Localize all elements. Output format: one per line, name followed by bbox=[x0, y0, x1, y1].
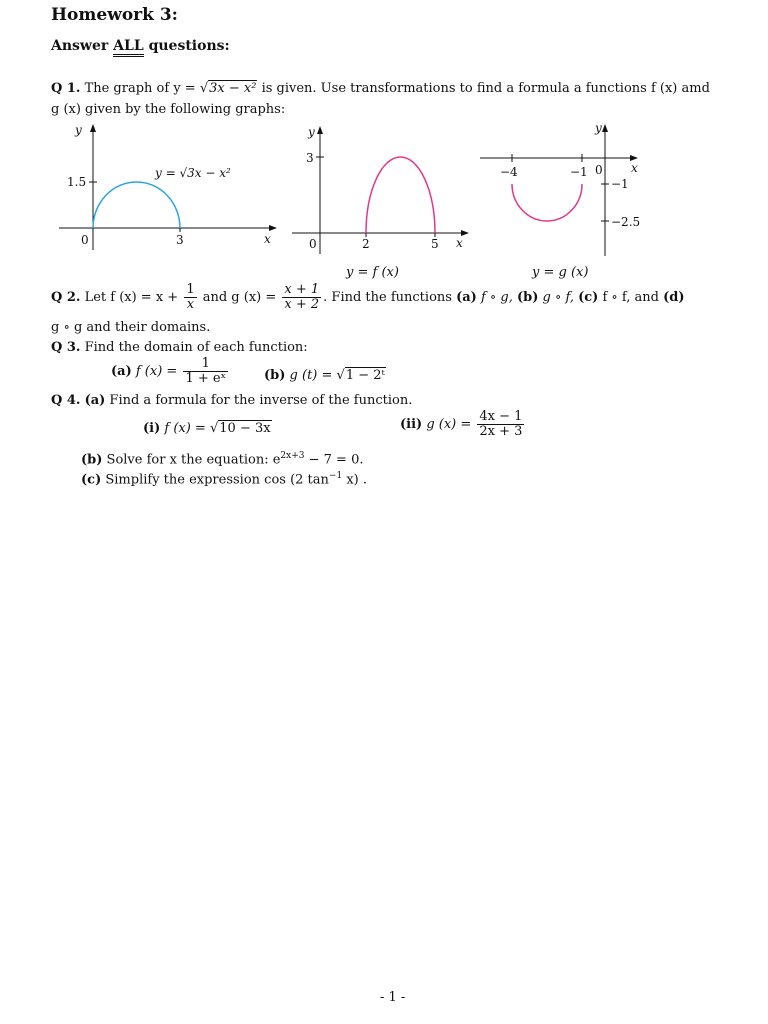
q3-part-a bbox=[111, 357, 230, 387]
graph-2-curve bbox=[366, 157, 435, 233]
q1-line2: g (x) given by the following graphs: bbox=[51, 102, 286, 117]
q4-part-c-label: (c) bbox=[81, 472, 102, 488]
q2-line1 bbox=[51, 283, 685, 313]
graph-3 bbox=[478, 120, 646, 258]
graph-1-x-arrow bbox=[269, 225, 277, 231]
q4-frac-den: 2x + 3 bbox=[479, 424, 523, 439]
q4-part-i-expr: f (x) = bbox=[160, 421, 210, 436]
q3-frac-den: 1 + eˣ bbox=[185, 371, 227, 386]
q1-line1: Q 1. The graph of y = √3x − x² is given. Use transformations to find a formula a functions f (x) amd bbox=[51, 81, 710, 96]
q3-part-b-expr: g (t) = bbox=[285, 368, 337, 383]
graph-3-origin-label: 0 bbox=[595, 163, 603, 177]
graph-2-y-label: y bbox=[308, 125, 315, 139]
q2-line2: g ∘ g and their domains. bbox=[51, 320, 211, 335]
q4-part-c-tail: x) . bbox=[342, 472, 368, 488]
q4-frac-num: 4x − 1 bbox=[479, 409, 523, 424]
graph-1-x-label: x bbox=[264, 232, 271, 246]
graph-3-y-arrow bbox=[602, 124, 608, 132]
q2-part-d: (d) bbox=[663, 290, 685, 305]
q4-part-b-label: (b) bbox=[81, 452, 103, 468]
q4-frac bbox=[477, 410, 524, 439]
q4-part-c-sup: −1 bbox=[328, 471, 343, 481]
page-title: Homework 3: bbox=[51, 5, 178, 25]
q4-part-b-sup: 2x+3 bbox=[280, 451, 305, 461]
graph-3-tick-y2-label: −2.5 bbox=[611, 215, 641, 229]
graph-3-x-label: x bbox=[631, 161, 638, 175]
graph-1-tick-x-label: 3 bbox=[176, 233, 184, 247]
q2-frac2 bbox=[282, 283, 321, 312]
q1-text-b: is given. Use transformations to find a formula a functions f (x) amd bbox=[257, 81, 710, 96]
q2-label: Q 2. bbox=[51, 290, 81, 305]
graph-1-y-label: y bbox=[75, 123, 82, 137]
q2-let: Let f (x) = x + bbox=[84, 290, 183, 305]
q3-frac bbox=[183, 357, 228, 386]
q4-part-i: (i) f (x) = √10 − 3x bbox=[143, 421, 271, 436]
q1-text-a: The graph of y = bbox=[84, 81, 200, 96]
q2-part-c-expr: f ∘ f, and bbox=[598, 290, 664, 305]
q3-part-b-sqrt: 1 − 2ᵗ bbox=[345, 368, 385, 383]
graph-2-tick-x2-label: 5 bbox=[431, 237, 439, 251]
instructions-all: ALL bbox=[113, 38, 144, 57]
q2-frac1 bbox=[184, 283, 196, 312]
q3-frac-num: 1 bbox=[183, 357, 228, 372]
q3-part-b-label: (b) bbox=[264, 368, 286, 383]
graph-2-origin-label: 0 bbox=[309, 237, 317, 251]
q4-part-c-text: Simplify the expression cos (2 tan bbox=[101, 472, 329, 488]
q4-part-ii-expr: g (x) = bbox=[422, 417, 476, 432]
graph-2-tick-x1-label: 2 bbox=[362, 237, 370, 251]
q3-text: Find the domain of each function: bbox=[84, 340, 308, 355]
q2-frac1-den: x bbox=[186, 297, 195, 312]
q2-part-a-expr: f ∘ g, bbox=[476, 290, 517, 305]
graph-2-x-label: x bbox=[456, 236, 463, 250]
q4-part-ii bbox=[400, 410, 526, 440]
q4-part-c bbox=[81, 468, 367, 488]
graph-1 bbox=[55, 122, 285, 257]
graph-3-tick-x1-label: −4 bbox=[500, 165, 518, 179]
q4-line1 bbox=[51, 393, 412, 409]
q2-frac2-den: x + 2 bbox=[284, 297, 320, 312]
q4-label: Q 4. bbox=[51, 393, 81, 408]
page-number: - 1 - bbox=[380, 990, 406, 1005]
q3-part-a-label: (a) bbox=[111, 364, 132, 379]
q4-part-i-sqrt: 10 − 3x bbox=[219, 421, 271, 436]
q1-label: Q 1. bbox=[51, 81, 81, 96]
graph-1-origin-label: 0 bbox=[81, 233, 89, 247]
q3-line1 bbox=[51, 340, 308, 356]
graph-3-tick-y1-label: −1 bbox=[611, 177, 629, 191]
graph-3-curve bbox=[512, 184, 582, 221]
q1-sqrt-expr: 3x − x² bbox=[209, 81, 257, 96]
q4-part-a-label: (a) bbox=[84, 393, 106, 408]
graph-3-caption: y = g (x) bbox=[532, 265, 589, 280]
q4-part-b-tail: − 7 = 0. bbox=[304, 452, 364, 468]
q2-and: and g (x) = bbox=[198, 290, 281, 305]
graph-1-curve bbox=[93, 182, 180, 228]
instructions-prefix: Answer bbox=[51, 38, 114, 54]
graph-2-y-arrow bbox=[317, 126, 323, 134]
graph-1-tick-y-label: 1.5 bbox=[67, 175, 87, 189]
q2-part-b-expr: g ∘ f, bbox=[538, 290, 579, 305]
q2-part-c: (c) bbox=[578, 290, 599, 305]
q2-part-a: (a) bbox=[456, 290, 477, 305]
q2-frac2-num: x + 1 bbox=[284, 282, 320, 297]
q4-part-i-label: (i) bbox=[143, 421, 161, 436]
instructions-suffix: questions: bbox=[143, 38, 230, 54]
graph-2 bbox=[290, 122, 480, 257]
graph-1-y-arrow bbox=[90, 124, 96, 132]
q4-part-ii-label: (ii) bbox=[400, 417, 423, 432]
q2-frac1-num: 1 bbox=[186, 282, 195, 297]
q2-find: . Find the functions bbox=[323, 290, 457, 305]
q3-part-a-expr: f (x) = bbox=[131, 364, 182, 379]
q4-part-b bbox=[81, 448, 363, 468]
graph-2-tick-y-label: 3 bbox=[306, 151, 314, 165]
q4-part-a-text: Find a formula for the inverse of the function. bbox=[105, 393, 413, 408]
graph-2-caption: y = f (x) bbox=[346, 265, 399, 280]
q3-part-b: (b) g (t) = √1 − 2ᵗ bbox=[264, 368, 385, 383]
graph-1-curve-label: y = √3x − x² bbox=[155, 166, 231, 180]
graph-3-tick-x2-label: −1 bbox=[570, 165, 588, 179]
instructions bbox=[51, 38, 230, 54]
q4-part-b-text: Solve for x the equation: e bbox=[102, 452, 281, 468]
q3-label: Q 3. bbox=[51, 340, 81, 355]
q2-part-b: (b) bbox=[516, 290, 539, 305]
graph-3-y-label: y bbox=[595, 121, 602, 135]
